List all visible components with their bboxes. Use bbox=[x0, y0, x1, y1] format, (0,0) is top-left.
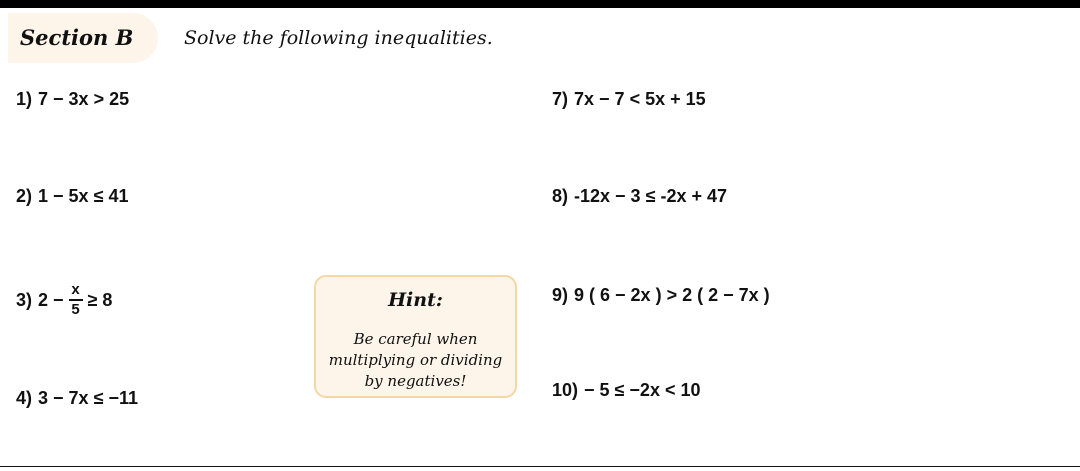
problem-number: 8) bbox=[552, 186, 569, 206]
problem-4 bbox=[16, 388, 138, 409]
instructions: Solve the following inequalities. bbox=[184, 27, 493, 49]
problem-expression: 7 − 3x > 25 bbox=[38, 89, 130, 109]
problem-9 bbox=[552, 285, 770, 306]
problem-expression: 9 ( 6 − 2x ) > 2 ( 2 − 7x ) bbox=[574, 285, 770, 305]
problem-number: 3) bbox=[16, 289, 33, 310]
fraction bbox=[69, 282, 83, 318]
problem-3 bbox=[16, 282, 112, 318]
problem-8 bbox=[552, 186, 727, 207]
problem-number: 2) bbox=[16, 186, 33, 206]
fraction-numerator: x bbox=[71, 281, 80, 298]
problem-number: 7) bbox=[552, 89, 569, 109]
problem-1 bbox=[16, 89, 129, 110]
problem-number: 9) bbox=[552, 285, 569, 305]
hint-line: multiplying or dividing bbox=[328, 351, 503, 369]
problem-7 bbox=[552, 89, 706, 110]
problem-expression: 7x − 7 < 5x + 15 bbox=[574, 89, 706, 109]
problem-10 bbox=[552, 380, 701, 401]
problem-number: 1) bbox=[16, 89, 33, 109]
problem-expression-lead: 2 − bbox=[38, 289, 64, 310]
fraction-denominator: 5 bbox=[71, 301, 80, 318]
hint-text bbox=[316, 329, 515, 392]
hint-title: Hint: bbox=[388, 289, 443, 311]
hint-line: Be careful when bbox=[353, 330, 478, 348]
hint-line: by negatives! bbox=[364, 372, 467, 390]
hint-box bbox=[314, 275, 517, 398]
top-border bbox=[0, 0, 1080, 8]
problem-2 bbox=[16, 186, 128, 207]
bottom-border bbox=[0, 466, 1080, 467]
section-title: Section B bbox=[20, 25, 134, 50]
problem-expression: − 5 ≤ −2x < 10 bbox=[584, 380, 701, 400]
problem-expression: -12x − 3 ≤ -2x + 47 bbox=[574, 186, 727, 206]
problem-expression-tail: ≥ 8 bbox=[87, 289, 113, 310]
problem-expression: 1 − 5x ≤ 41 bbox=[38, 186, 129, 206]
problem-expression: 3 − 7x ≤ −11 bbox=[38, 388, 138, 408]
problem-number: 10) bbox=[552, 380, 579, 400]
problem-number: 4) bbox=[16, 388, 33, 408]
